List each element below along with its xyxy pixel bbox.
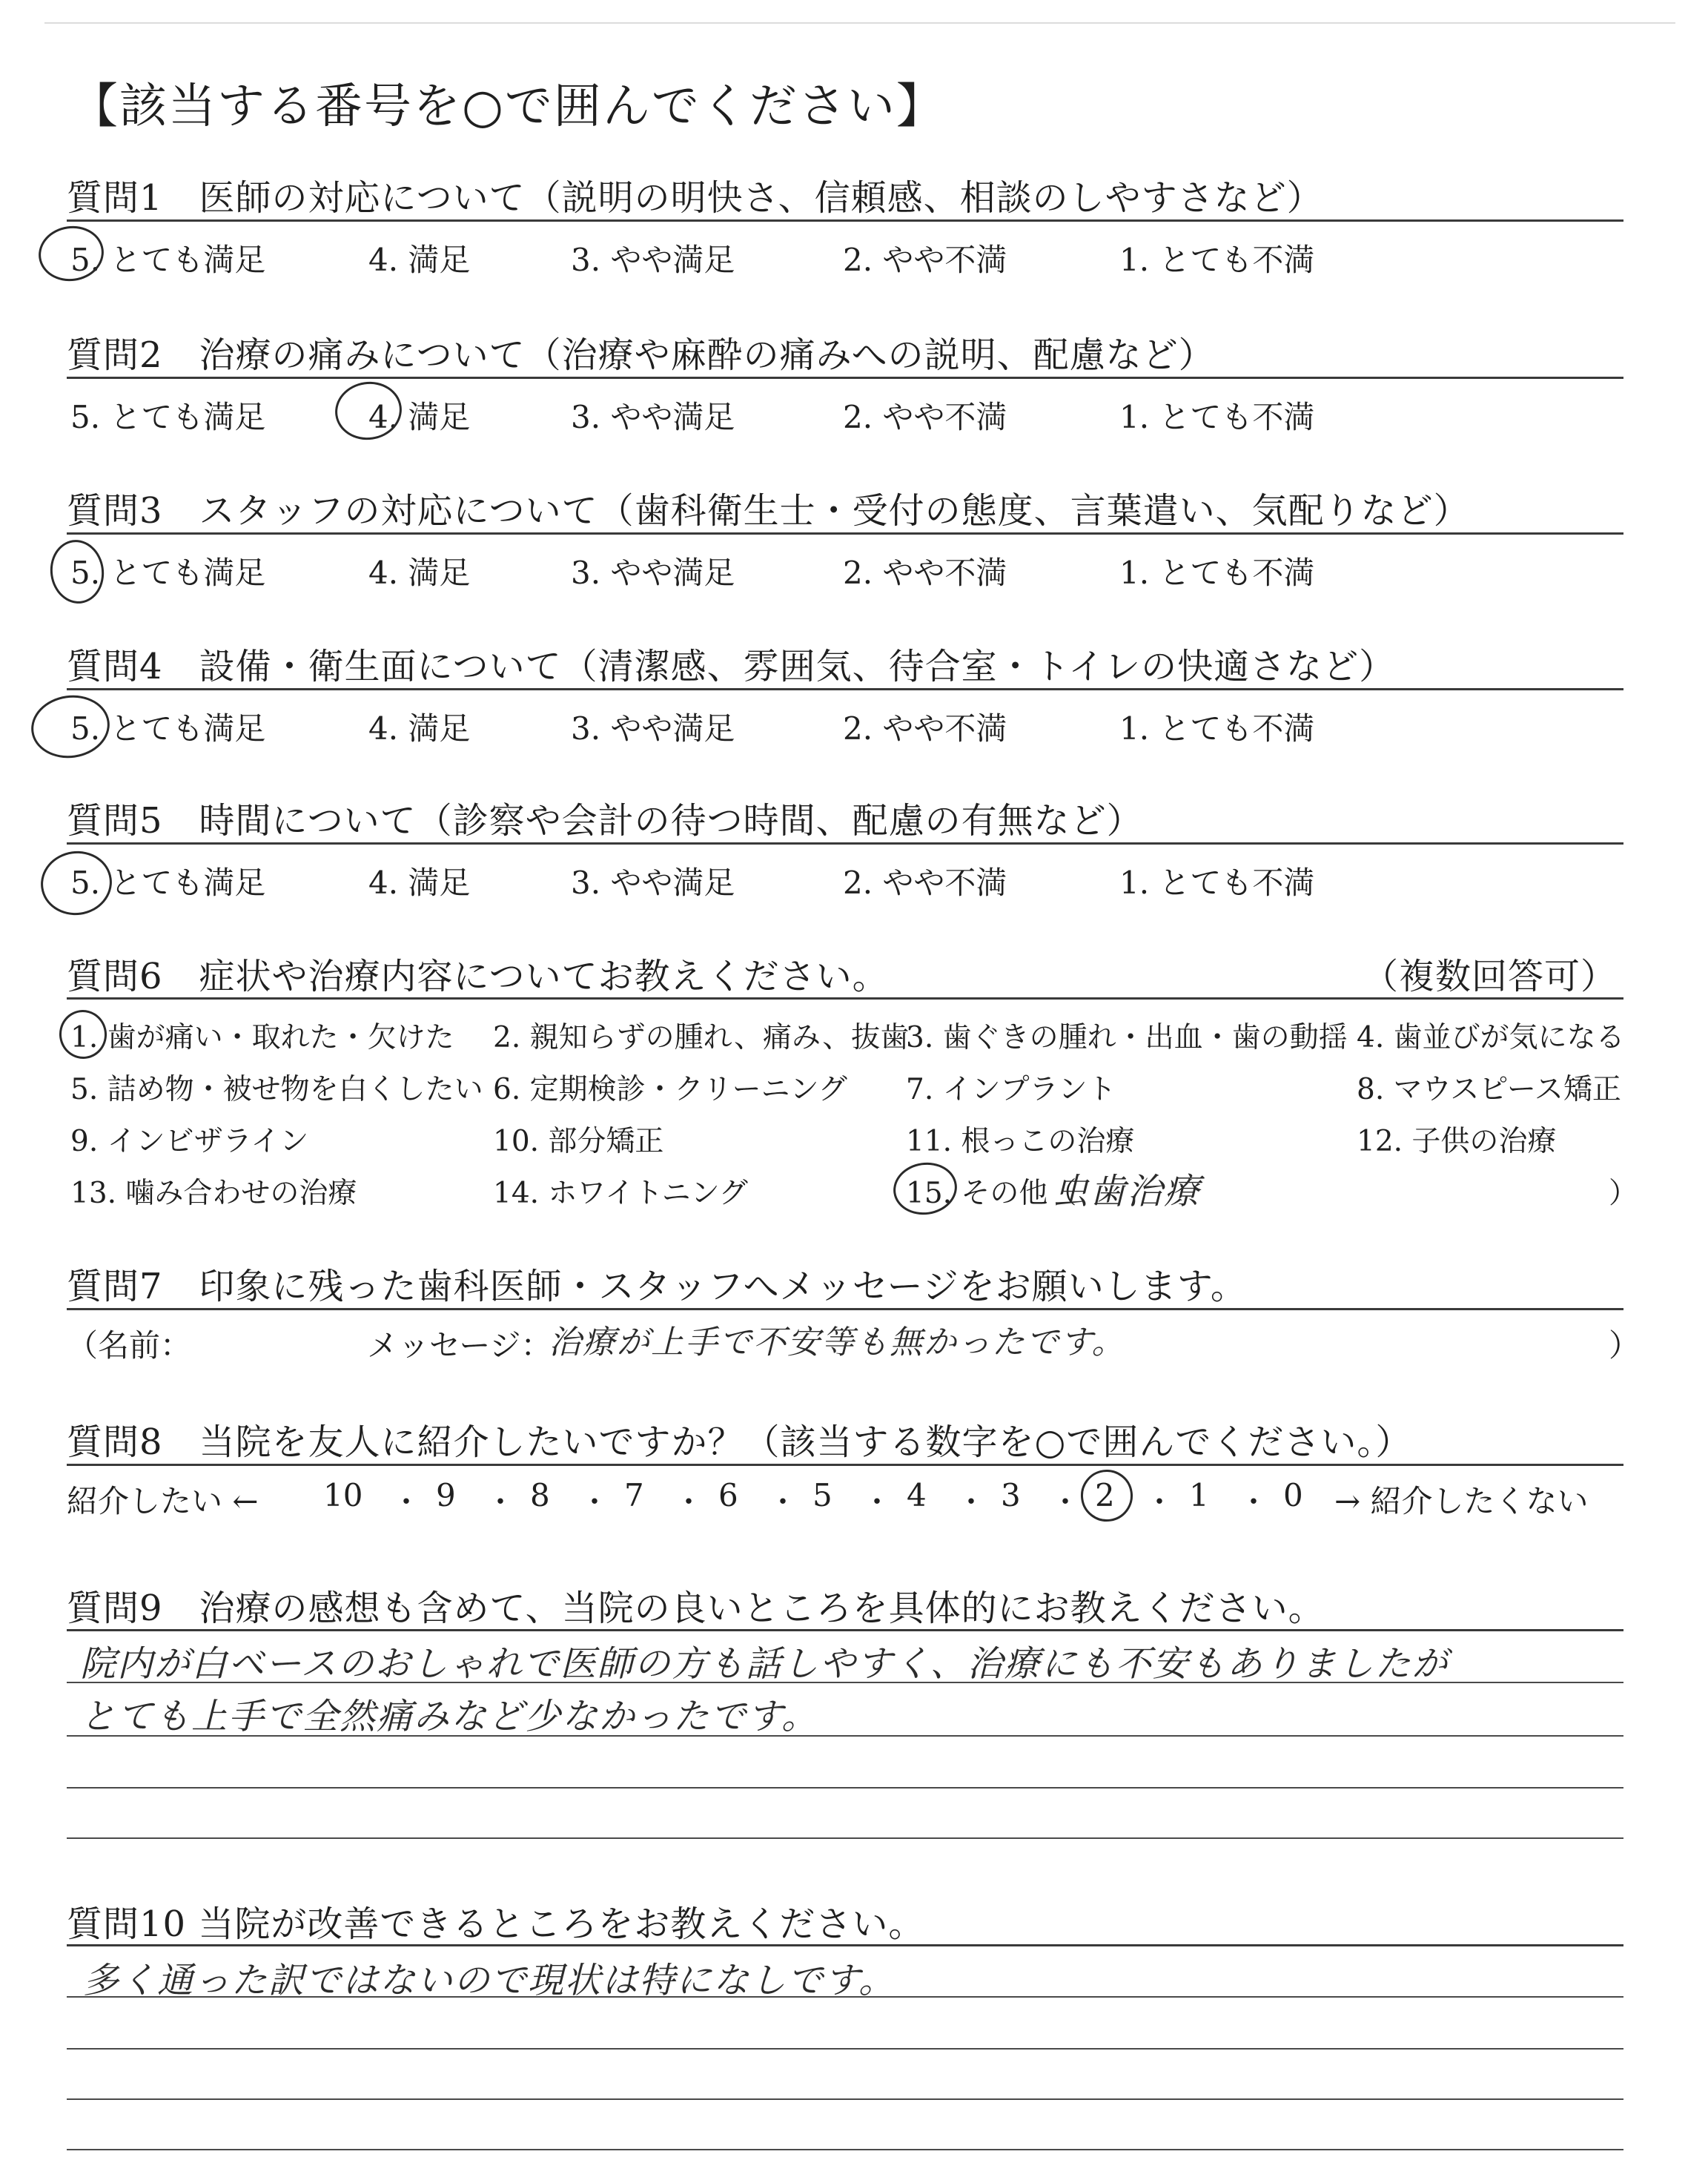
q3-option-2[interactable]: 2. やや不満 [843, 555, 1007, 591]
question-2-title: 質問2 治療の痛みについて（治療や麻酔の痛みへの説明、配慮など） [67, 334, 1215, 376]
q8-scale-4[interactable]: 4 [907, 1477, 927, 1513]
q6-option-11[interactable]: 11. 根っこの治療 [906, 1125, 1135, 1158]
q1-option-2[interactable]: 2. やや不満 [843, 242, 1007, 278]
q5-selection-circle [36, 847, 116, 920]
q6-option-7[interactable]: 7. インプラント [906, 1073, 1116, 1106]
q1-option-4[interactable]: 4. 満足 [368, 242, 471, 278]
q6-option-2[interactable]: 2. 親知らずの腫れ、痛み、抜歯 [493, 1021, 910, 1054]
q8-scale-10[interactable]: 10 [323, 1477, 363, 1513]
q3-option-1[interactable]: 1. とても不満 [1119, 555, 1315, 591]
q10-writing-line [67, 2149, 1623, 2150]
q5-option-5[interactable]: 5. とても満足 [70, 865, 266, 901]
q6-option-10[interactable]: 10. 部分矯正 [493, 1125, 664, 1158]
q9-writing-line [67, 1837, 1623, 1839]
q8-dot: ・ [580, 1485, 609, 1519]
q6-option-9[interactable]: 9. インビザライン [70, 1125, 309, 1158]
q6-option-8[interactable]: 8. マウスピース矯正 [1357, 1073, 1621, 1106]
question-8-rule [67, 1464, 1623, 1466]
q2-option-1[interactable]: 1. とても不満 [1119, 399, 1315, 435]
q6-option-15[interactable]: 15. その他（ [906, 1177, 1077, 1210]
q10-writing-line [67, 1996, 1623, 1998]
q3-option-4[interactable]: 4. 満足 [368, 555, 471, 591]
question-8-title: 質問8 当院を友人に紹介したいですか？（該当する数字を○で囲んでください。） [67, 1421, 1412, 1463]
instruction-title: 【該当する番号を○で囲んでください】 [70, 79, 945, 134]
q1-option-1[interactable]: 1. とても不満 [1119, 242, 1315, 278]
q6-option-5[interactable]: 5. 詰め物・被せ物を白くしたい [70, 1073, 483, 1106]
q7-name-label: （名前： [67, 1327, 192, 1364]
q6-option-3[interactable]: 3. 歯ぐきの腫れ・出血・歯の動揺 [906, 1021, 1348, 1054]
q8-scale-8[interactable]: 8 [530, 1477, 550, 1513]
question-10-title: 質問10 当院が改善できるところをお教えください。 [67, 1903, 925, 1945]
q6-option-1[interactable]: 1. 歯が痛い・取れた・欠けた [70, 1021, 454, 1054]
q1-option-3[interactable]: 3. やや満足 [571, 242, 735, 278]
q5-option-1[interactable]: 1. とても不満 [1119, 865, 1315, 901]
q8-left-label: 紹介したい ← [67, 1483, 259, 1519]
q8-dot: ・ [956, 1485, 986, 1519]
q6-option-4[interactable]: 4. 歯並びが気になる [1357, 1021, 1625, 1054]
q8-scale-9[interactable]: 9 [436, 1477, 456, 1513]
q1-option-5[interactable]: 5. とても満足 [70, 242, 266, 278]
q6-other-close-paren: ） [1609, 1177, 1638, 1210]
question-6-rule [67, 997, 1623, 1000]
q10-answer-line-1[interactable]: 多く通った訳ではないので現状は特になしです。 [83, 1960, 896, 2001]
q5-option-2[interactable]: 2. やや不満 [843, 865, 1007, 901]
q9-writing-line [67, 1787, 1623, 1789]
q3-selection-circle [46, 536, 107, 607]
question-5-title: 質問5 時間について（診察や会計の待つ時間、配慮の有無など） [67, 800, 1143, 842]
q10-writing-line [67, 2098, 1623, 2100]
question-9-rule [67, 1629, 1623, 1631]
top-border [44, 22, 1675, 24]
question-10-rule [67, 1944, 1623, 1946]
q8-scale-7[interactable]: 7 [624, 1477, 644, 1513]
q7-message-input[interactable]: 治療が上手で不安等も無かったです。 [549, 1324, 1126, 1361]
q6-option-12[interactable]: 12. 子供の治療 [1357, 1125, 1557, 1158]
q8-selection-circle [1077, 1466, 1136, 1525]
q6-option-6[interactable]: 6. 定期検診・クリーニング [493, 1073, 847, 1106]
question-6-title: 質問6 症状や治療内容についてお教えください。 [67, 956, 889, 997]
question-9-title: 質問9 治療の感想も含めて、当院の良いところを具体的にお教えください。 [67, 1588, 1325, 1629]
question-1-title: 質問1 医師の対応について（説明の明快さ、信頼感、相談のしやすさなど） [67, 177, 1323, 219]
q8-scale-0[interactable]: 0 [1283, 1477, 1303, 1513]
q10-writing-line [67, 2048, 1623, 2050]
q4-option-5[interactable]: 5. とても満足 [70, 710, 266, 747]
q6-other-answer[interactable]: 虫歯治療 [1053, 1171, 1202, 1212]
q8-scale-1[interactable]: 1 [1189, 1477, 1209, 1513]
question-2-rule [67, 377, 1623, 379]
question-1-rule [67, 219, 1623, 222]
question-7-title: 質問7 印象に残った歯科医師・スタッフへメッセージをお願いします。 [67, 1266, 1247, 1307]
q9-writing-line [67, 1682, 1623, 1683]
q6-option-14[interactable]: 14. ホワイトニング [493, 1177, 748, 1210]
q2-option-2[interactable]: 2. やや不満 [843, 399, 1007, 435]
q8-scale-6[interactable]: 6 [718, 1477, 738, 1513]
q8-dot: ・ [862, 1485, 892, 1519]
question-4-rule [67, 688, 1623, 690]
q5-option-4[interactable]: 4. 満足 [368, 865, 471, 901]
q2-option-5[interactable]: 5. とても満足 [70, 399, 266, 435]
q8-dot: ・ [1050, 1485, 1080, 1519]
question-7-rule [67, 1308, 1623, 1310]
q9-answer-line-1[interactable]: 院内が白ベースのおしゃれで医師の方も話しやすく、治療にも不安もありましたが [80, 1643, 1449, 1685]
q8-scale-5[interactable]: 5 [812, 1477, 833, 1513]
question-3-rule [67, 532, 1623, 535]
question-6-note: （複数回答可） [1363, 956, 1618, 997]
q8-scale-3[interactable]: 3 [1001, 1477, 1021, 1513]
q8-dot: ・ [391, 1485, 421, 1519]
question-4-title: 質問4 設備・衛生面について（清潔感、雰囲気、待合室・トイレの快適さなど） [67, 646, 1396, 687]
q8-scale-2[interactable]: 2 [1095, 1477, 1115, 1513]
q7-close-paren: ） [1609, 1327, 1641, 1364]
q9-writing-line [67, 1735, 1623, 1737]
q8-dot: ・ [768, 1485, 798, 1519]
q8-right-label: → 紹介したくない [1334, 1483, 1589, 1519]
q3-option-5[interactable]: 5. とても満足 [70, 555, 266, 591]
q8-dot: ・ [1145, 1485, 1174, 1519]
q4-option-2[interactable]: 2. やや不満 [843, 710, 1007, 747]
q9-answer-line-2[interactable]: とても上手で全然痛みなど少なかったです。 [80, 1696, 819, 1737]
q4-option-3[interactable]: 3. やや満足 [571, 710, 735, 747]
q6-option-13[interactable]: 13. 噛み合わせの治療 [70, 1177, 357, 1210]
q4-option-1[interactable]: 1. とても不満 [1119, 710, 1315, 747]
q2-option-3[interactable]: 3. やや満足 [571, 399, 735, 435]
question-5-rule [67, 842, 1623, 845]
q4-option-4[interactable]: 4. 満足 [368, 710, 471, 747]
q8-dot: ・ [486, 1485, 515, 1519]
q5-option-3[interactable]: 3. やや満足 [571, 865, 735, 901]
q4-selection-circle [27, 690, 114, 763]
q8-dot: ・ [1239, 1485, 1268, 1519]
q3-option-3[interactable]: 3. やや満足 [571, 555, 735, 591]
q2-option-4[interactable]: 4. 満足 [368, 399, 471, 435]
q8-dot: ・ [674, 1485, 704, 1519]
question-3-title: 質問3 スタッフの対応について（歯科衛生士・受付の態度、言葉遣い、気配りなど） [67, 490, 1470, 532]
q7-message-label: メッセージ： [367, 1327, 552, 1364]
